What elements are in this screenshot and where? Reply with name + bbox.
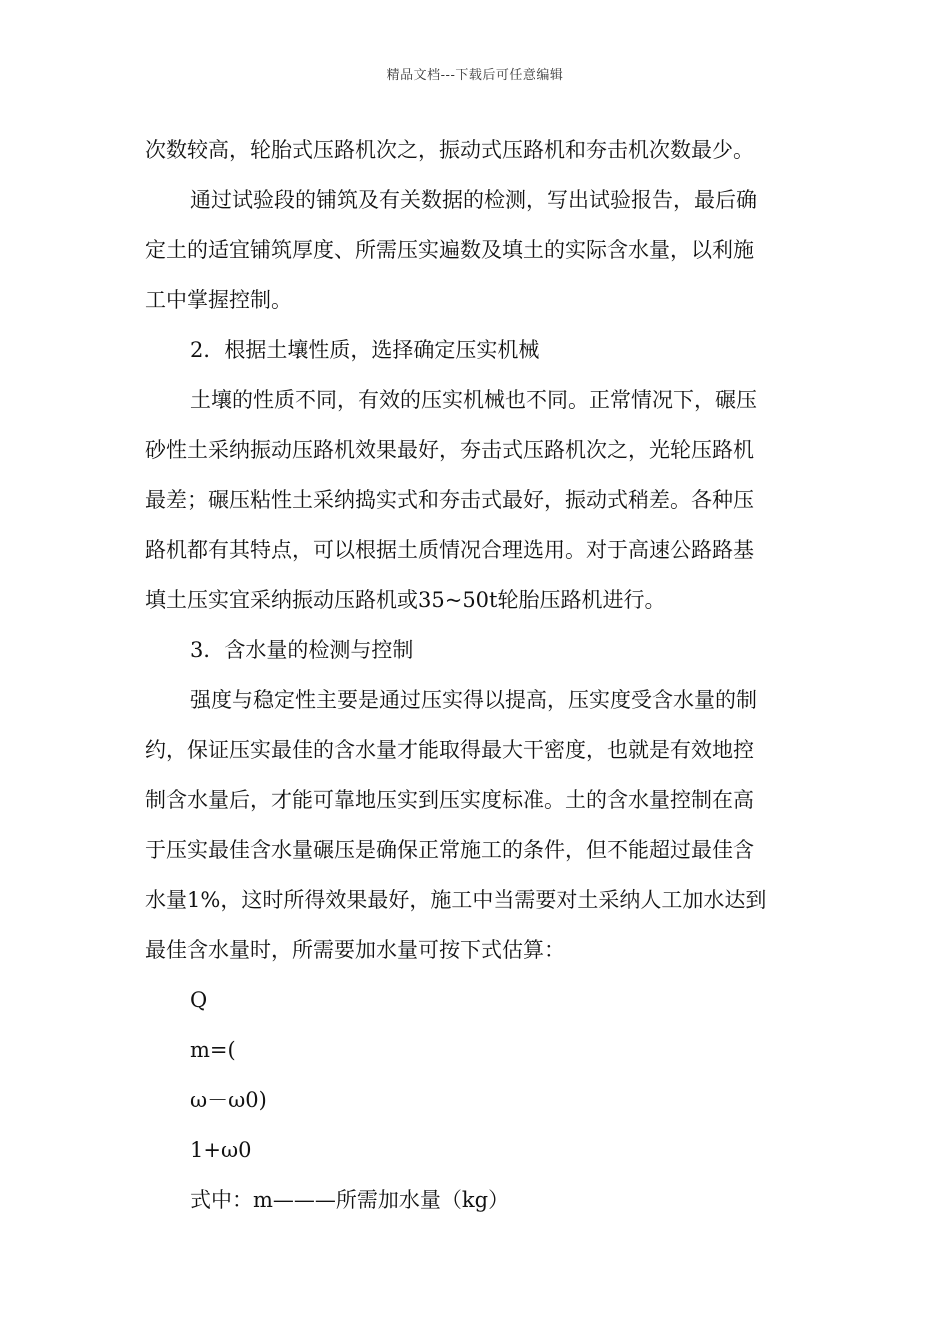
- body-line: 最佳含水量时，所需要加水量可按下式估算：: [145, 938, 565, 962]
- section-heading: 2．根据土壤性质，选择确定压实机械: [190, 338, 540, 362]
- section-heading: 3．含水量的检测与控制: [190, 638, 414, 662]
- formula-line: Q: [190, 988, 208, 1012]
- body-line: 次数较高，轮胎式压路机次之，振动式压路机和夯击机次数最少。: [145, 138, 754, 162]
- body-line: 定土的适宜铺筑厚度、所需压实遍数及填土的实际含水量，以利施: [145, 238, 754, 262]
- body-line: 通过试验段的铺筑及有关数据的检测，写出试验报告，最后确: [190, 188, 757, 212]
- body-line: 于压实最佳含水量碾压是确保正常施工的条件，但不能超过最佳含: [145, 838, 754, 862]
- body-line: 强度与稳定性主要是通过压实得以提高，压实度受含水量的制: [190, 688, 757, 712]
- body-line: 最差；碾压粘性土采纳捣实式和夯击式最好，振动式稍差。各种压: [145, 488, 754, 512]
- body-line: 工中掌握控制。: [145, 288, 292, 312]
- body-line: 水量1%，这时所得效果最好，施工中当需要对土采纳人工加水达到: [145, 888, 767, 912]
- formula-line: m=(: [190, 1038, 236, 1062]
- page-header: 精品文档---下载后可任意编辑: [386, 68, 564, 83]
- formula-definition: 式中：m———所需加水量（kg）: [190, 1188, 510, 1212]
- formula-line: 1+ω0: [190, 1138, 252, 1162]
- body-line: 填土压实宜采纳振动压路机或35~50t轮胎压路机进行。: [145, 588, 666, 612]
- body-line: 路机都有其特点，可以根据土质情况合理选用。对于高速公路路基: [145, 538, 754, 562]
- body-line: 约，保证压实最佳的含水量才能取得最大干密度，也就是有效地控: [145, 738, 754, 762]
- body-line: 砂性土采纳振动压路机效果最好，夯击式压路机次之，光轮压路机: [145, 438, 754, 462]
- body-line: 制含水量后，才能可靠地压实到压实度标准。土的含水量控制在高: [145, 788, 754, 812]
- formula-line: ω－ω0): [190, 1088, 267, 1112]
- body-line: 土壤的性质不同，有效的压实机械也不同。正常情况下，碾压: [190, 388, 757, 412]
